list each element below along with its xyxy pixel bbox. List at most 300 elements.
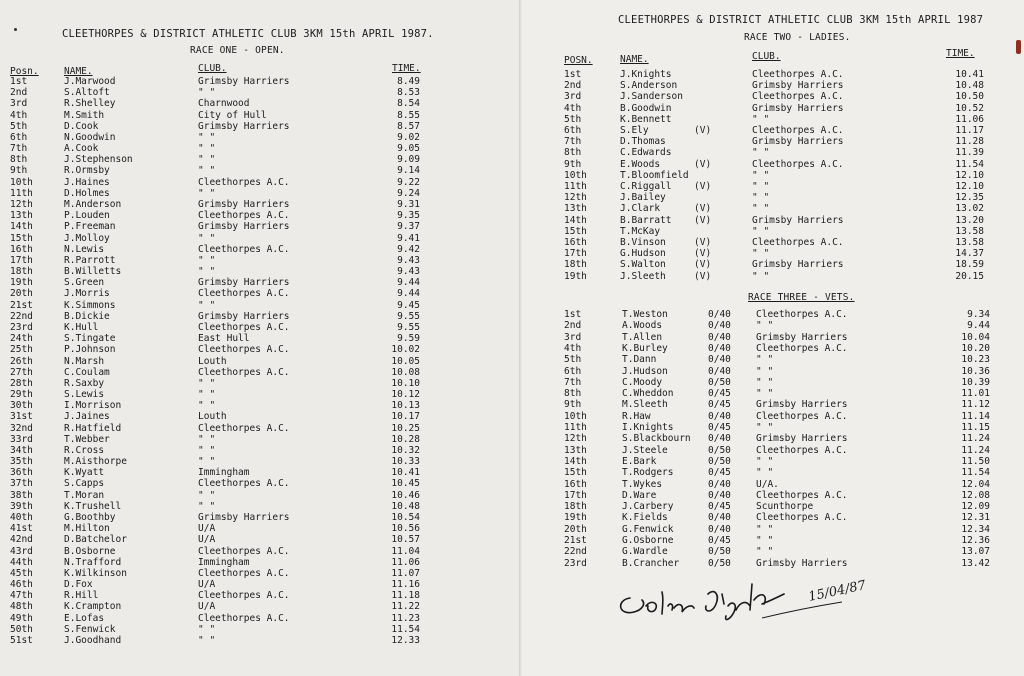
race-three-age: 0/50 [708,376,731,388]
race-one-row [0,266,520,277]
race-one-posn: 40th [10,512,33,524]
race-two-subtitle: RACE TWO - LADIES. [744,32,851,43]
race-two-time: 10.41 [955,69,984,80]
race-one-row [0,199,520,210]
race-three-club: " " [756,523,774,535]
race-one-name: P.Freeman [64,221,116,233]
race-one-row [0,389,520,400]
race-one-club: Cleethorpes A.C. [198,567,290,579]
race-one-time: 9.09 [397,154,420,166]
race-three-posn: 11th [564,422,587,433]
race-one-posn: 43rd [10,545,33,557]
race-one-name: A.Cook [64,143,99,155]
race-one-time: 8.54 [397,98,420,110]
race-one-posn: 11th [10,187,33,199]
race-one-time: 9.55 [397,321,420,333]
race-one-club: Cleethorpes A.C. [198,243,290,255]
race-one-posn: 23rd [10,321,33,333]
race-two-row [522,147,1024,158]
race-one-time: 9.55 [397,310,420,322]
race-one-club: U/A [198,523,216,535]
race-one-club: " " [198,232,216,244]
race-one-club: " " [198,131,216,143]
race-two-posn: 9th [564,158,582,170]
race-two-posn: 18th [564,259,587,271]
race-one-club: Cleethorpes A.C. [198,612,290,624]
race-one-time: 10.32 [391,444,420,456]
race-two-title: CLEETHORPES & DISTRICT ATHLETIC CLUB 3KM 15th APRIL 1987 [618,14,984,26]
race-one-posn: 20th [10,288,33,300]
race-one-name: D.Fox [64,579,93,591]
race-three-name: J.Hudson [622,365,668,377]
race-two-club: " " [752,147,770,159]
race-two-time: 10.52 [955,102,984,114]
race-three-name: I.Knights [622,422,674,433]
race-two-row [522,170,1024,181]
race-three-name: J.Carbery [622,501,674,513]
race-three-name: G.Fenwick [622,523,674,535]
race-one-posn: 37th [10,478,33,490]
race-one-posn: 1st [10,76,28,87]
race-three-row [522,535,1024,546]
race-one-row [0,210,520,221]
race-three-name: J.Steele [622,444,668,456]
race-one-posn: 14th [10,221,33,233]
race-three-age: 0/40 [708,523,731,535]
race-two-posn-header: POSN. [564,55,593,66]
race-one-club: " " [198,623,216,635]
race-one-time: 10.48 [391,500,420,512]
race-two-row [522,125,1024,136]
race-three-club: Cleethorpes A.C. [756,512,848,524]
race-two-club: Cleethorpes A.C. [752,158,844,170]
race-one-name: D.Holmes [64,187,110,199]
race-two-name: B.Barratt [620,214,672,226]
race-three-club: " " [756,535,774,546]
race-three-time: 13.42 [961,557,990,569]
race-two-row [522,114,1024,125]
race-one-name: E.Lofas [64,612,105,624]
race-one-time: 8.57 [397,120,420,132]
race-one-row [0,367,520,378]
race-one-subtitle: RACE ONE - OPEN. [190,45,285,56]
race-three-row [522,445,1024,456]
race-one-club: Cleethorpes A.C. [198,321,290,333]
race-one-posn: 25th [10,344,33,356]
race-three-age: 0/45 [708,467,731,479]
race-two-name: J.Sleeth [620,270,666,282]
race-one-club: Grimsby Harriers [198,310,290,322]
race-one-time: 9.05 [397,143,420,155]
race-one-club: Cleethorpes A.C. [198,210,290,222]
race-three-club: Cleethorpes A.C. [756,309,848,320]
race-one-name: S.Lewis [64,389,105,401]
race-one-name: R.Hill [64,590,99,602]
race-one-club: " " [198,489,216,501]
race-two-time-header: TIME. [946,48,975,59]
race-two-time: 11.17 [955,125,984,136]
race-one-club: Cleethorpes A.C. [198,366,290,378]
race-three-club: " " [756,546,774,558]
race-one-row [0,300,520,311]
race-one-time: 10.13 [391,400,420,412]
race-three-age: 0/40 [708,342,731,354]
race-three-age: 0/40 [708,512,731,524]
race-three-club: Grimsby Harriers [756,331,848,343]
race-three-posn: 16th [564,478,587,490]
race-two-club: Cleethorpes A.C. [752,237,844,248]
race-two-club: " " [752,192,770,204]
race-three-club: " " [756,467,774,479]
race-two-posn: 5th [564,113,582,125]
race-three-age: 0/50 [708,455,731,467]
right-page [522,0,1024,676]
race-one-name: K.Hull [64,321,99,333]
race-three-time: 12.34 [961,523,990,535]
race-one-time: 9.41 [397,232,420,244]
race-one-posn: 49th [10,612,33,624]
race-two-posn: 8th [564,147,582,159]
race-one-posn: 12th [10,198,33,210]
race-one-posn: 48th [10,601,33,613]
race-one-name: M.Smith [64,109,105,121]
race-two-name: K.Bennett [620,113,672,125]
race-one-name: K.Crampton [64,601,122,613]
race-two-vet: (V) [694,237,712,248]
race-one-club: Louth [198,355,227,367]
race-one-club: " " [198,154,216,166]
race-one-name: G.Boothby [64,512,116,524]
race-one-time: 9.37 [397,221,420,233]
race-two-time: 20.15 [955,270,984,282]
race-one-name: R.Parrott [64,254,116,266]
race-one-row [0,423,520,434]
race-three-row [522,524,1024,535]
race-three-name: D.Ware [622,489,657,501]
race-three-time: 9.44 [967,320,990,332]
race-two-posn: 6th [564,125,582,136]
race-two-posn: 14th [564,214,587,226]
race-one-time: 10.02 [391,344,420,356]
race-two-row [522,103,1024,114]
race-three-age: 0/40 [708,320,731,332]
race-one-row [0,411,520,422]
race-two-club: Cleethorpes A.C. [752,69,844,80]
race-one-name: J.Jaines [64,411,110,423]
race-one-row [0,478,520,489]
race-three-time: 10.36 [961,365,990,377]
race-two-posn: 16th [564,237,587,248]
race-one-posn: 35th [10,456,33,468]
race-three-row [522,343,1024,354]
race-three-name: T.Dann [622,354,657,366]
race-one-club: " " [198,456,216,468]
race-one-posn: 10th [10,176,33,188]
race-one-posn: 22nd [10,310,33,322]
race-two-posn: 3rd [564,91,582,103]
race-one-name: P.Louden [64,210,110,222]
race-one-club: " " [198,187,216,199]
race-two-club: Grimsby Harriers [752,80,844,92]
race-one-row [0,188,520,199]
race-two-name: T.McKay [620,225,661,237]
race-one-row [0,624,520,635]
race-three-name: G.Osborne [622,535,674,546]
race-one-time: 8.49 [397,76,420,87]
race-three-name: K.Fields [622,512,668,524]
race-one-posn: 7th [10,143,28,155]
race-one-posn: 9th [10,165,28,177]
race-one-name: S.Tingate [64,333,116,345]
race-three-subtitle: RACE THREE - VETS. [748,292,855,303]
race-one-club: Cleethorpes A.C. [198,176,290,188]
race-one-row [0,512,520,523]
race-two-name: B.Goodwin [620,102,672,114]
race-one-row [0,490,520,501]
race-three-row [522,433,1024,444]
race-three-row [522,411,1024,422]
race-three-name: T.Allen [622,331,663,343]
race-one-row [0,165,520,176]
race-one-row [0,132,520,143]
race-two-time: 11.06 [955,113,984,125]
race-two-club: " " [752,270,770,282]
race-one-club: Cleethorpes A.C. [198,344,290,356]
race-three-age: 0/40 [708,365,731,377]
race-three-row [522,388,1024,399]
race-three-time: 10.20 [961,342,990,354]
race-one-row [0,557,520,568]
race-one-time: 12.33 [391,635,420,646]
race-one-posn: 5th [10,120,28,132]
race-one-posn: 3rd [10,98,28,110]
race-three-age: 0/50 [708,557,731,569]
race-three-row [522,479,1024,490]
race-one-time: 9.02 [397,131,420,143]
race-three-time: 11.54 [961,467,990,479]
race-one-posn: 21st [10,299,33,311]
race-two-club: Grimsby Harriers [752,259,844,271]
race-three-time: 11.50 [961,455,990,467]
race-one-time: 10.54 [391,512,420,524]
race-two-row [522,159,1024,170]
race-one-club: Grimsby Harriers [198,512,290,524]
race-one-club: " " [198,377,216,389]
race-two-vet: (V) [694,270,712,282]
race-one-time: 10.25 [391,422,420,434]
race-two-name: J.Bailey [620,192,666,204]
race-one-club: Immingham [198,556,250,568]
race-two-posn: 13th [564,203,587,215]
race-one-name: J.Marwood [64,76,116,87]
race-three-time: 10.23 [961,354,990,366]
race-three-row [522,377,1024,388]
race-two-club-header: CLUB. [752,51,781,62]
race-two-time: 14.37 [955,248,984,260]
race-two-posn: 1st [564,69,582,80]
race-one-club: " " [198,299,216,311]
race-three-club: Grimsby Harriers [756,557,848,569]
race-three-posn: 21st [564,535,587,546]
race-one-time: 9.35 [397,210,420,222]
race-two-name: E.Woods [620,158,661,170]
race-two-club: Grimsby Harriers [752,102,844,114]
race-three-posn: 10th [564,410,587,422]
race-three-time: 11.14 [961,410,990,422]
race-one-posn: 47th [10,590,33,602]
race-one-club: Grimsby Harriers [198,120,290,132]
race-two-club: " " [752,113,770,125]
race-three-name: T.Weston [622,309,668,320]
race-one-posn: 31st [10,411,33,423]
race-three-age: 0/45 [708,388,731,400]
race-two-vet: (V) [694,203,712,215]
race-three-row [522,490,1024,501]
race-one-name: M.Aisthorpe [64,456,127,468]
race-three-time: 11.24 [961,444,990,456]
race-three-time: 12.04 [961,478,990,490]
race-two-row [522,215,1024,226]
race-three-name: C.Moody [622,376,663,388]
race-three-club: " " [756,365,774,377]
race-one-posn: 46th [10,579,33,591]
race-one-row [0,244,520,255]
race-two-time: 11.54 [955,158,984,170]
race-one-row [0,333,520,344]
race-one-time: 11.07 [391,567,420,579]
race-two-name: J.Sanderson [620,91,683,103]
race-one-club: " " [198,87,216,99]
race-three-name: T.Rodgers [622,467,674,479]
race-one-posn: 44th [10,556,33,568]
race-two-time: 12.10 [955,169,984,181]
race-three-age: 0/45 [708,535,731,546]
race-one-club: Louth [198,411,227,423]
race-one-row [0,233,520,244]
race-one-club: Cleethorpes A.C. [198,478,290,490]
race-one-name: S.Fenwick [64,623,116,635]
race-one-posn: 26th [10,355,33,367]
signature [612,570,902,626]
race-three-time: 12.31 [961,512,990,524]
race-two-name: B.Vinson [620,237,666,248]
race-one-name: J.Haines [64,176,110,188]
race-one-row [0,356,520,367]
race-two-posn: 15th [564,225,587,237]
race-two-name: S.Ely [620,125,649,136]
race-one-club-header: CLUB. [198,63,227,74]
race-one-time: 10.46 [391,489,420,501]
race-one-row [0,613,520,624]
race-one-row [0,143,520,154]
race-three-row [522,332,1024,343]
race-two-time: 11.28 [955,136,984,148]
race-two-name: C.Edwards [620,147,672,159]
signature-date: 15/04/87 [807,578,868,605]
race-two-time: 13.58 [955,225,984,237]
race-one-club: Immingham [198,467,250,479]
race-three-posn: 12th [564,433,587,445]
race-two-posn: 2nd [564,80,582,92]
race-one-time: 10.12 [391,389,420,401]
race-one-club: Cleethorpes A.C. [198,288,290,300]
race-three-age: 0/40 [708,478,731,490]
race-three-name: C.Wheddon [622,388,674,400]
race-one-club: Grimsby Harriers [198,198,290,210]
race-three-posn: 20th [564,523,587,535]
race-one-posn: 50th [10,623,33,635]
race-three-name: G.Wardle [622,546,668,558]
race-two-posn: 19th [564,270,587,282]
race-one-name: R.Hatfield [64,422,122,434]
race-one-row [0,177,520,188]
race-one-time: 11.16 [391,579,420,591]
race-two-posn: 4th [564,102,582,114]
race-two-row [522,248,1024,259]
race-two-vet: (V) [694,214,712,226]
race-one-posn: 42nd [10,534,33,546]
race-one-row [0,277,520,288]
race-two-name: S.Walton [620,259,666,271]
race-three-posn: 15th [564,467,587,479]
race-three-posn: 8th [564,388,582,400]
race-two-name: D.Thomas [620,136,666,148]
race-one-time: 10.33 [391,456,420,468]
race-three-posn: 2nd [564,320,582,332]
race-one-posn: 36th [10,467,33,479]
race-one-name: R.Ormsby [64,165,110,177]
race-one-club: East Hull [198,333,250,345]
race-one-posn: 17th [10,254,33,266]
race-one-name: M.Anderson [64,198,122,210]
race-one-time: 10.17 [391,411,420,423]
race-three-row [522,456,1024,467]
race-one-name: R.Saxby [64,377,105,389]
race-three-posn: 5th [564,354,582,366]
race-three-time: 12.09 [961,501,990,513]
race-two-vet: (V) [694,158,712,170]
race-one-time: 9.45 [397,299,420,311]
race-three-club: " " [756,455,774,467]
race-three-posn: 22nd [564,546,587,558]
race-one-club: " " [198,165,216,177]
race-three-age: 0/50 [708,444,731,456]
race-one-row [0,590,520,601]
race-three-club: " " [756,320,774,332]
race-three-name: S.Blackbourn [622,433,691,445]
race-one-name: T.Webber [64,433,110,445]
race-two-time: 10.50 [955,91,984,103]
race-one-posn: 28th [10,377,33,389]
race-one-posn: 45th [10,567,33,579]
race-three-name: M.Sleeth [622,399,668,411]
race-one-name: S.Capps [64,478,105,490]
race-three-time: 13.07 [961,546,990,558]
race-three-row [522,512,1024,523]
race-two-vet: (V) [694,181,712,192]
race-two-time: 12.35 [955,192,984,204]
race-three-posn: 3rd [564,331,582,343]
race-three-club: Grimsby Harriers [756,399,848,411]
race-three-club: Scunthorpe [756,501,814,513]
race-one-name: J.Goodhand [64,635,122,646]
race-one-time: 10.05 [391,355,420,367]
race-three-time: 10.39 [961,376,990,388]
race-three-posn: 18th [564,501,587,513]
race-one-club: Cleethorpes A.C. [198,590,290,602]
race-three-age: 0/40 [708,331,731,343]
race-three-club: U/A. [756,478,779,490]
